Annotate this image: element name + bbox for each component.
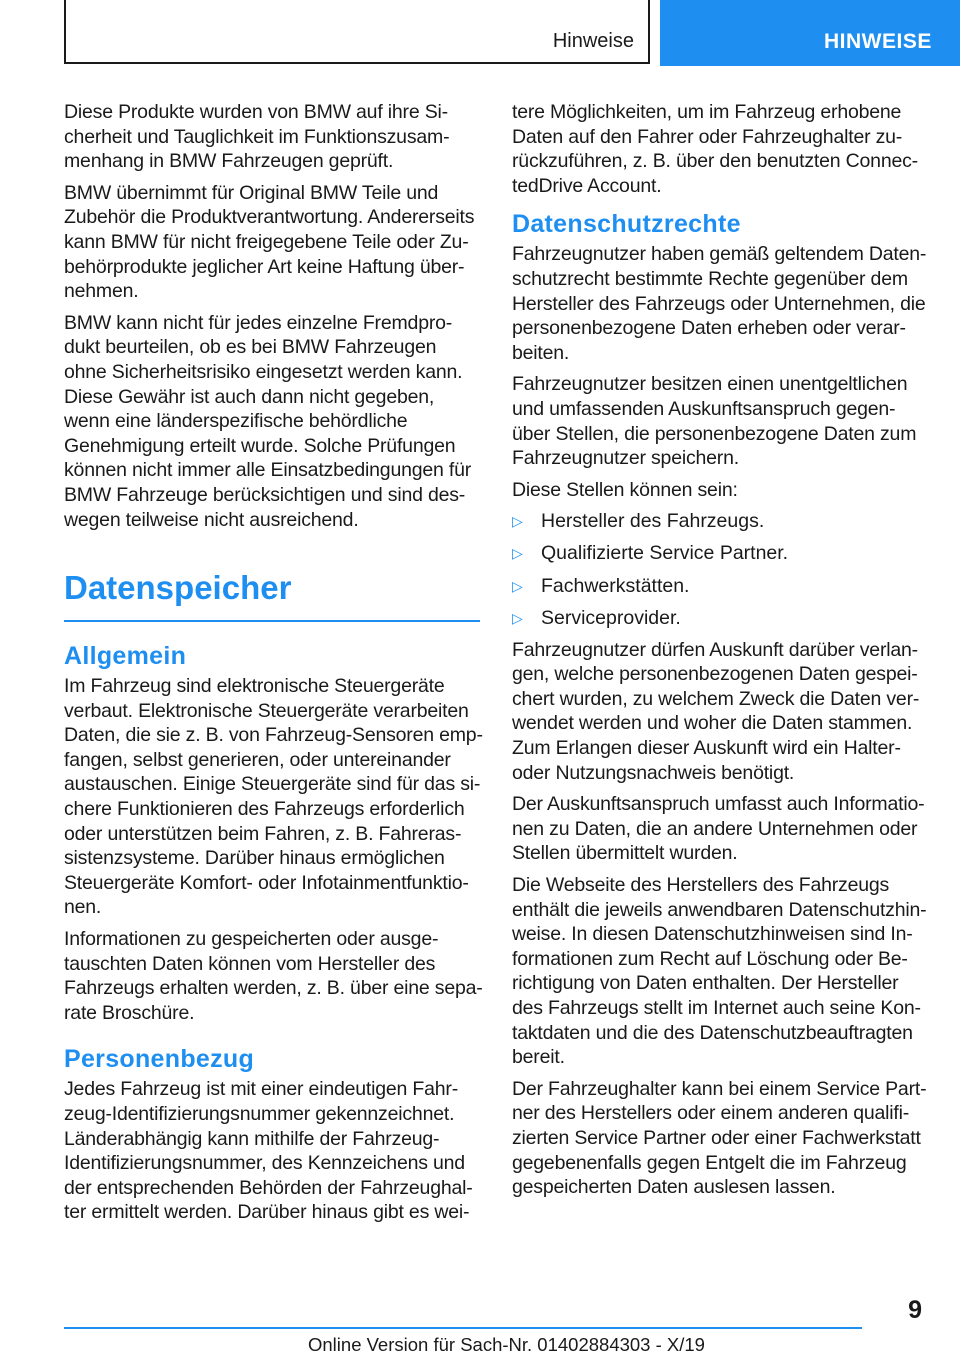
section-heading-datenschutzrechte: Datenschutzrechte <box>512 210 741 239</box>
entity-list <box>512 509 930 630</box>
list-item-text: Qualifizierte Service Partner. <box>541 542 789 565</box>
paragraph: BMW kann nicht für jedes einzelne Fremdpro‐dukt beurteilen, ob es bei BMW Fahrzeugen ohne Sicherheitsrisiko eingesetzt werden kann. Diese Gewähr ist auch dann nicht gegeben, wenn eine länderspezifische behördliche Genehmigung erteilt wurde. Solche Prüfungen können nicht immer alle Einsatzbedingungen für BMW Fahrzeuge berücksichtigen und sind des‐wegen teilweise nicht ausreichend. <box>64 311 472 531</box>
paragraph: tere Möglichkeiten, um im Fahrzeug erhobene Daten auf den Fahrer oder Fahrzeughalter zu‐rückzuführen, z. B. über den benutzten Connec‐tedDrive Account. <box>512 101 918 197</box>
chapter-heading: Datenspeicher <box>64 566 480 622</box>
paragraph: Im Fahrzeug sind elektronische Steuergeräte verbaut. Elektronische Steuergeräte verarbeiten Daten, die sie z. B. von Fahrzeug-Sensoren emp‐fangen, selbst generieren, oder untereinander austauschen. Einige Steuergeräte sind für das si‐chere Funktionieren des Fahrzeugs erforderlich oder unterstützen beim Fahren, z. B. Fahreras‐sistenzsysteme. Darüber hinaus ermöglichen Steuergeräte Komfort- oder Infotainmentfunktio‐nen. <box>64 675 483 919</box>
list-item-text: Hersteller des Fahrzeugs. <box>541 510 765 533</box>
paragraph: Diese Stellen können sein: <box>512 478 738 501</box>
header-title: Hinweise <box>552 30 634 52</box>
paragraph: Die Webseite des Herstellers des Fahrzeugs enthält die jeweils anwendbaren Datenschutzhin‐weise. In diesen Datenschutzhinweisen sind In‐formationen zum Recht auf Löschung oder Be‐richtigung von Daten enthalten. Der Hersteller des Fahrzeugs stellt im Internet auch seine Kon‐taktdaten und die des Datenschutzbeauftragten bereit. <box>512 874 927 1069</box>
list-item <box>512 509 930 534</box>
paragraph: Fahrzeugnutzer dürfen Auskunft darüber verlan‐gen, welche personenbezogenen Daten gespei‐chert wurden, zu welchem Zweck die Daten ver‐wendet werden und woher die Daten stammen. Zum Erlangen dieser Auskunft wird ein Halter- oder Nutzungsnachweis benötigt. <box>512 638 920 784</box>
paragraph: Informationen zu gespeicherten oder ausge‐tauschten Daten können vom Hersteller des Fahrzeugs erhalten werden, z. B. über eine sepa‐rate Broschüre. <box>64 928 483 1024</box>
list-item <box>512 606 930 631</box>
paragraph: Diese Produkte wurden von BMW auf ihre Si‐cherheit und Tauglichkeit im Funktionszusam‐menhang in BMW Fahrzeugen geprüft. <box>64 101 450 173</box>
list-item <box>512 541 930 566</box>
triangle-bullet-icon: ▷ <box>512 609 523 626</box>
left-column <box>64 100 484 1232</box>
paragraph: Jedes Fahrzeug ist mit einer eindeutigen Fahr‐zeug-Identifizierungsnummer gekennzeichnet. Länderabhängig kann mithilfe der Fahrzeug-Identifizierungsnummer, des Kennzeichens und der entsprechenden Behörden der Fahrzeughal‐ter ermittelt werden. Darüber hinaus gibt es wei‐ <box>64 1078 473 1224</box>
right-column <box>512 100 930 1207</box>
paragraph: BMW übernimmt für Original BMW Teile und Zubehör die Produktverantwortung. Andererseits kann BMW für nicht freigegebene Teile oder Zu‐behörprodukte jeglicher Art keine Haftung über‐nehmen. <box>64 181 475 303</box>
page-number: 9 <box>908 1296 922 1324</box>
list-item-text: Fachwerkstätten. <box>541 574 690 597</box>
footer-text: Online Version für Sach-Nr. 01402884303 - X/19 <box>308 1334 705 1355</box>
paragraph: Fahrzeugnutzer besitzen einen unentgeltlichen und umfassenden Auskunftsanspruch gegen‐über Stellen, die personenbezogene Daten zum Fahrzeugnutzer speichern. <box>512 373 917 470</box>
list-item <box>512 574 930 599</box>
paragraph: Fahrzeugnutzer haben gemäß geltendem Daten‐schutzrecht bestimmte Rechte gegenüber dem Hersteller des Fahrzeugs oder Unternehmen, die personenbezogene Daten erheben oder verar‐beiten. <box>512 243 927 364</box>
paragraph: Der Auskunftsanspruch umfasst auch Informatio‐nen zu Daten, die an andere Unternehmen oder Stellen übermittelt wurden. <box>512 793 925 865</box>
paragraph: Der Fahrzeughalter kann bei einem Service Part‐ner des Herstellers oder einem anderen qualifi‐zierten Service Partner oder einer Fachwerkstatt gegebenenfalls gegen Entgelt die im Fahrzeug gespeicherten Daten auslesen lassen. <box>512 1077 927 1199</box>
section-tab: HINWEISE <box>660 0 960 66</box>
header-frame <box>64 0 650 64</box>
triangle-bullet-icon: ▷ <box>512 545 523 562</box>
section-heading-allgemein: Allgemein <box>64 642 187 671</box>
triangle-bullet-icon: ▷ <box>512 577 523 594</box>
list-item-text: Serviceprovider. <box>541 606 681 629</box>
footer-divider <box>64 1327 862 1329</box>
triangle-bullet-icon: ▷ <box>512 513 523 530</box>
section-heading-personenbezug: Personenbezug <box>64 1045 255 1074</box>
